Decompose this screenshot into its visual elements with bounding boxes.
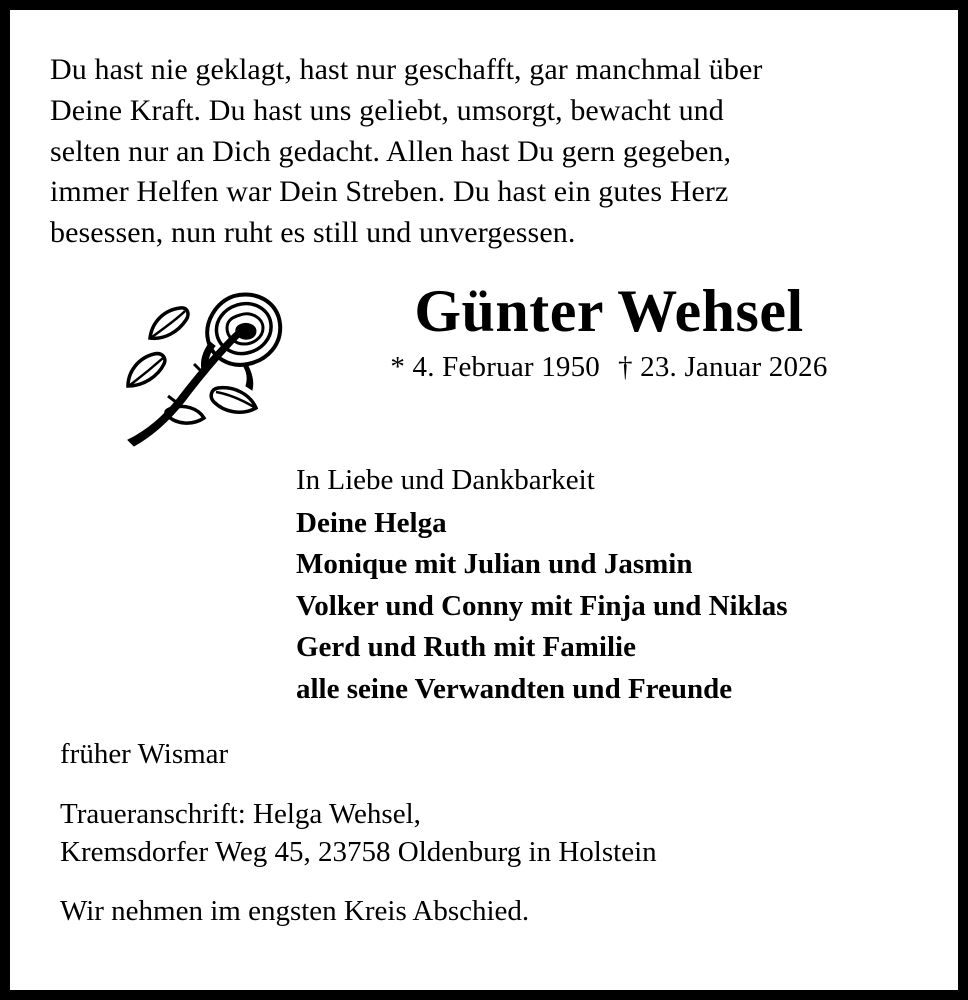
life-dates: [294, 351, 924, 384]
spacer: [60, 774, 924, 796]
death-date: † 23. Januar 2026: [618, 350, 828, 383]
poem-text: [50, 50, 924, 254]
closing-note: Wir nehmen im engsten Kreis Abschied.: [60, 895, 530, 928]
family-section: [296, 464, 924, 710]
poem-line: immer Helfen war Dein Streben. Du hast ein gutes Herz: [50, 175, 729, 209]
mourning-address-line-1: Traueranschrift: Helga Wehsel,: [60, 798, 421, 831]
spacer: [60, 871, 924, 893]
mourning-address-line-2: Kremsdorfer Weg 45, 23758 Oldenburg in Holstein: [60, 835, 657, 868]
rose-illustration-icon: [106, 280, 296, 460]
family-member: Volker und Conny mit Finja und Niklas: [296, 589, 788, 622]
footer-section: [60, 736, 924, 931]
deceased-name: Günter Wehsel: [414, 277, 804, 344]
deceased-name-block: [294, 277, 924, 384]
family-member: Deine Helga: [296, 506, 447, 539]
poem-line: Deine Kraft. Du hast uns geliebt, umsorgt, bewacht und: [50, 93, 724, 127]
name-and-rose-section: [44, 277, 924, 450]
family-member: Gerd und Ruth mit Familie: [296, 631, 636, 664]
family-member: alle seine Verwandten und Freunde: [296, 672, 733, 705]
family-member: Monique mit Julian und Jasmin: [296, 548, 693, 581]
poem-line: Du hast nie geklagt, hast nur geschafft, gar manchmal über: [50, 53, 763, 86]
poem-line: besessen, nun ruht es still und unvergessen.: [50, 216, 576, 250]
former-residence: früher Wismar: [60, 738, 229, 771]
poem-line: selten nur an Dich gedacht. Allen hast Du gern gegeben,: [50, 134, 732, 168]
dedication-text: In Liebe und Dankbarkeit: [296, 463, 595, 496]
birth-date: * 4. Februar 1950: [390, 350, 600, 383]
obituary-inner: [10, 10, 958, 990]
